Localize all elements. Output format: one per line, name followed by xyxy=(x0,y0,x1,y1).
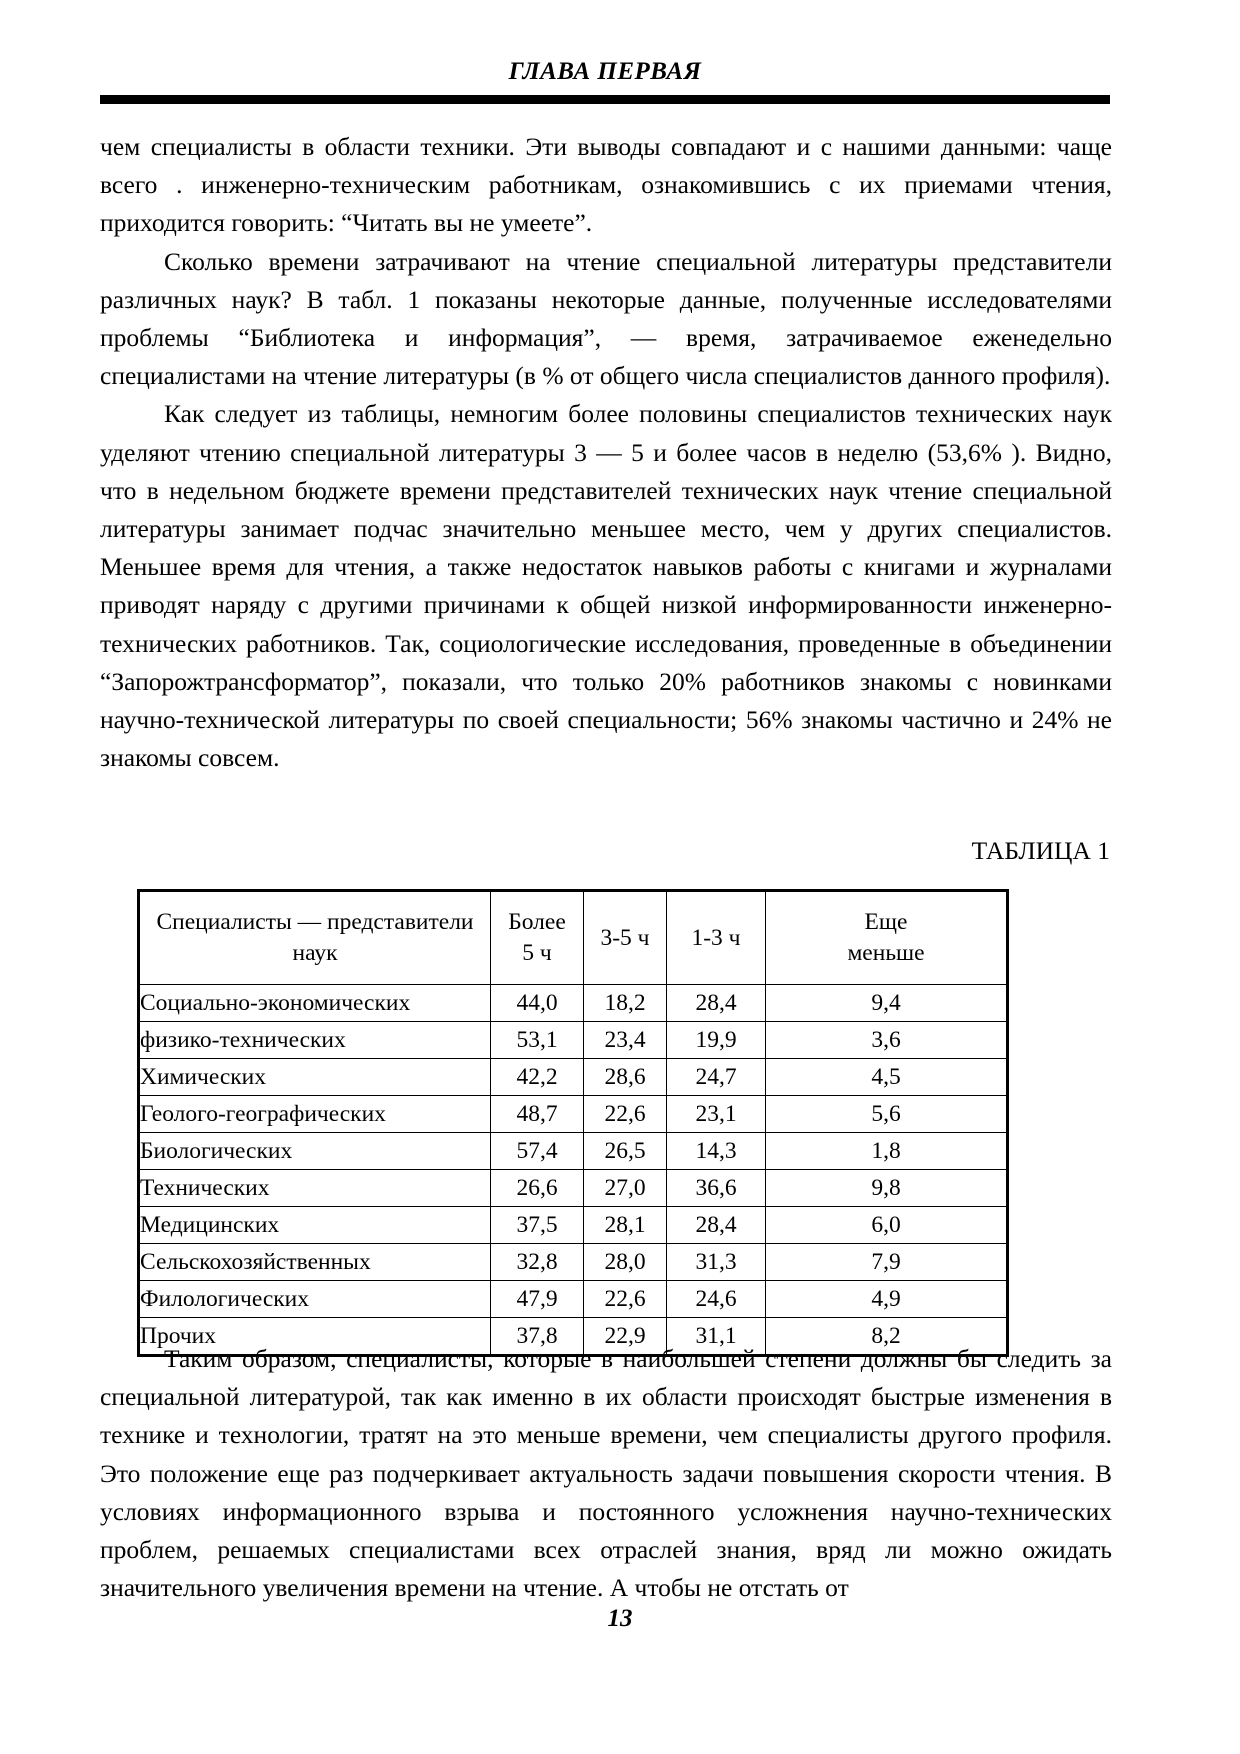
table-row xyxy=(139,985,1008,1022)
cell-even-less: 4,9 xyxy=(766,1281,1008,1318)
table-row xyxy=(139,1022,1008,1059)
table-row xyxy=(139,1207,1008,1244)
cell-even-less: 9,8 xyxy=(766,1170,1008,1207)
cell-specialty: Социально-экономических xyxy=(139,985,491,1022)
cell-specialty: физико-технических xyxy=(139,1022,491,1059)
cell-3-5h: 28,6 xyxy=(584,1059,667,1096)
cell-specialty: Химических xyxy=(139,1059,491,1096)
table-header-row xyxy=(139,891,1008,985)
cell-even-less: 4,5 xyxy=(766,1059,1008,1096)
cell-1-3h: 24,6 xyxy=(667,1281,766,1318)
cell-3-5h: 22,6 xyxy=(584,1096,667,1133)
cell-more5: 53,1 xyxy=(491,1022,584,1059)
cell-specialty: Геолого-географических xyxy=(139,1096,491,1133)
cell-1-3h: 24,7 xyxy=(667,1059,766,1096)
cell-1-3h: 28,4 xyxy=(667,985,766,1022)
cell-even-less: 1,8 xyxy=(766,1133,1008,1170)
cell-more5: 42,2 xyxy=(491,1059,584,1096)
table-row xyxy=(139,1244,1008,1281)
cell-3-5h: 27,0 xyxy=(584,1170,667,1207)
header-rule xyxy=(100,95,1110,104)
header-cell-1-3h xyxy=(667,891,766,985)
cell-more5: 37,8 xyxy=(491,1318,584,1356)
header-even-less-line2: меньше xyxy=(847,940,925,966)
cell-even-less: 3,6 xyxy=(766,1022,1008,1059)
cell-more5: 32,8 xyxy=(491,1244,584,1281)
cell-more5: 47,9 xyxy=(491,1281,584,1318)
cell-1-3h: 19,9 xyxy=(667,1022,766,1059)
cell-1-3h: 31,1 xyxy=(667,1318,766,1356)
table-container xyxy=(137,889,1009,1357)
cell-3-5h: 23,4 xyxy=(584,1022,667,1059)
header-1-3h-label: 1-3 ч xyxy=(691,924,741,951)
cell-1-3h: 14,3 xyxy=(667,1133,766,1170)
header-specialists-line2: наук xyxy=(292,940,338,966)
page-number: 13 xyxy=(607,1605,633,1632)
paragraph-3: Как следует из таблицы, немногим более половины специалистов технических наук уделяют чтению специальной литературы 3 — 5 и более часов в неделю (53,6% ). Видно, что в недельном бюджете времени представителей технических наук чтение специальной литературы занимает подчас значительно меньшее место, чем у других специалистов. Меньшее время для чтения, а также недостаток навыков работы с книгами и журналами приводят наряду с другими причинами к общей низкой информированности инженерно-технических работников. Так, социологические исследования, проведенные в объединении “Запорожтрансформатор”, показали, что только 20% работников знакомы с новинками научно-технической литературы по своей специальности; 56% знакомы частично и 24% не знакомы совсем. xyxy=(100,399,1112,773)
cell-3-5h: 26,5 xyxy=(584,1133,667,1170)
cell-specialty: Прочих xyxy=(139,1318,491,1356)
header-3-5h-label: 3-5 ч xyxy=(600,924,650,951)
cell-3-5h: 22,6 xyxy=(584,1281,667,1318)
table-row xyxy=(139,1096,1008,1133)
table-header xyxy=(139,891,1008,985)
cell-1-3h: 23,1 xyxy=(667,1096,766,1133)
cell-specialty: Технических xyxy=(139,1170,491,1207)
header-specialists-line1: Специалисты — представители xyxy=(156,909,474,935)
cell-specialty: Биологических xyxy=(139,1133,491,1170)
cell-more5: 44,0 xyxy=(491,985,584,1022)
table-row xyxy=(139,1281,1008,1318)
paragraph-1: чем специалисты в области техники. Эти выводы совпадают и с нашими данными: чаще всего . инженерно-техническим работникам, ознакомившись с их приемами чтения, приходится говорить: “Читать вы не умеете”. xyxy=(100,132,1112,238)
header-cell-3-5h xyxy=(584,891,667,985)
cell-3-5h: 28,1 xyxy=(584,1207,667,1244)
cell-even-less: 9,4 xyxy=(766,985,1008,1022)
header-even-less-line1: Еще xyxy=(864,909,908,935)
cell-3-5h: 28,0 xyxy=(584,1244,667,1281)
running-head: ГЛАВА ПЕРВАЯ xyxy=(508,58,702,85)
cell-1-3h: 31,3 xyxy=(667,1244,766,1281)
table-row xyxy=(139,1133,1008,1170)
body-content-lower xyxy=(100,1340,1112,1607)
cell-even-less: 5,6 xyxy=(766,1096,1008,1133)
table-row xyxy=(139,1059,1008,1096)
cell-1-3h: 28,4 xyxy=(667,1207,766,1244)
cell-more5: 37,5 xyxy=(491,1207,584,1244)
cell-more5: 48,7 xyxy=(491,1096,584,1133)
header-cell-even-less xyxy=(766,891,1008,985)
cell-even-less: 6,0 xyxy=(766,1207,1008,1244)
header-cell-specialists xyxy=(139,891,491,985)
cell-even-less: 7,9 xyxy=(766,1244,1008,1281)
header-cell-more-than-5h xyxy=(491,891,584,985)
paragraph-4: Таким образом, специалисты, которые в наибольшей степени должны бы следить за специальной литературой, так как именно в их области происходят быстрые изменения в технике и технологии, тратят на это меньше времени, чем специалисты другого профиля. Это положение еще раз подчеркивает актуальность задачи повышения скорости чтения. В условиях информационного взрыва и постоянного усложнения научно-технических проблем, решаемых специалистами всех отраслей знания, вряд ли можно ожидать значительного увеличения времени на чтение. А чтобы не отстать от xyxy=(100,1344,1112,1603)
reading-time-table xyxy=(137,889,1009,1357)
cell-3-5h: 18,2 xyxy=(584,985,667,1022)
table-row xyxy=(139,1170,1008,1207)
header-more5-line2: 5 ч xyxy=(522,940,552,966)
table-body xyxy=(139,985,1008,1356)
cell-specialty: Филологических xyxy=(139,1281,491,1318)
cell-specialty: Медицинских xyxy=(139,1207,491,1244)
table-caption: ТАБЛИЦА 1 xyxy=(971,836,1110,865)
cell-more5: 57,4 xyxy=(491,1133,584,1170)
cell-more5: 26,6 xyxy=(491,1170,584,1207)
cell-1-3h: 36,6 xyxy=(667,1170,766,1207)
body-content-upper xyxy=(100,128,1112,777)
cell-specialty: Сельскохозяйственных xyxy=(139,1244,491,1281)
cell-even-less: 8,2 xyxy=(766,1318,1008,1356)
cell-3-5h: 22,9 xyxy=(584,1318,667,1356)
paragraph-2: Сколько времени затрачивают на чтение специальной литературы представители различных наук? В табл. 1 показаны некоторые данные, полученные исследователями проблемы “Библиотека и информация”, — время, затрачиваемое еженедельно специалистами на чтение литературы (в % от общего числа специалистов данного профиля). xyxy=(100,246,1112,391)
header-more5-line1: Более xyxy=(508,909,566,935)
